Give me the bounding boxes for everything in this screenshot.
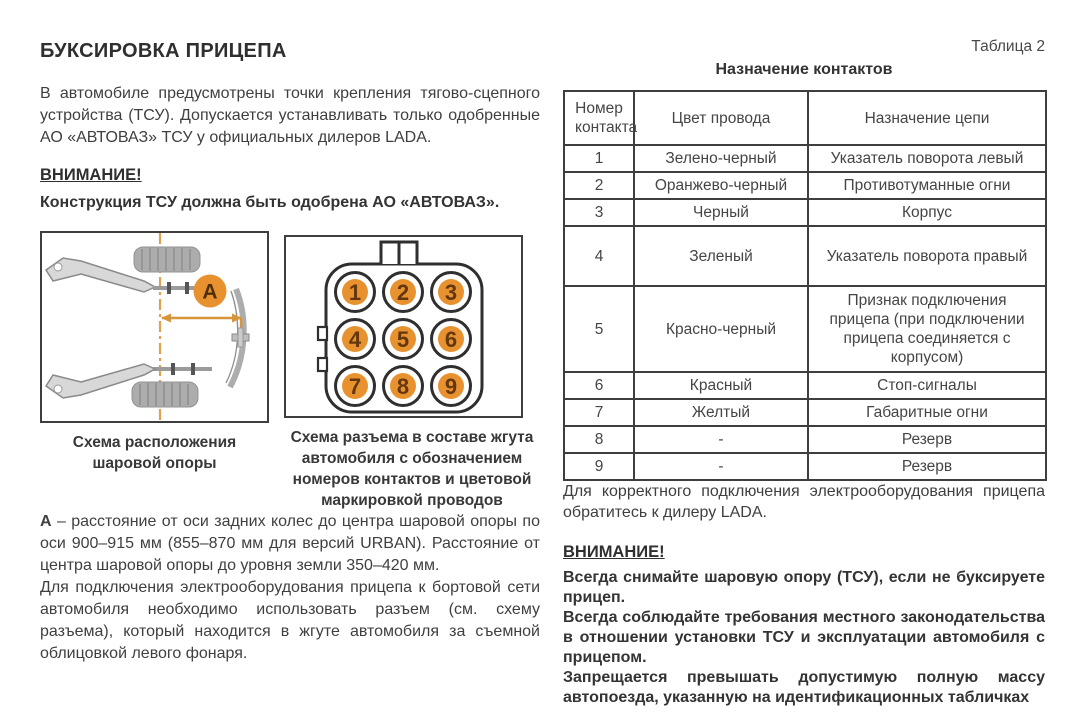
warning-text-left: Конструкция ТСУ должна быть одобрена АО «АВТОВАЗ». [40,194,500,211]
dealer-note: Для корректного подключения электрооборудования прицепа обратитесь к дилеру LADA. [563,483,1045,521]
connection-note: Для подключения электрооборудования прицепа к бортовой сети автомобиля необходимо использовать разъем (см. схему разъема), который находится в жгуте автомобиля за съемной облицовкой левого фонаря. [40,579,540,662]
svg-text:7: 7 [348,374,362,399]
table-cell: Красный [634,372,808,399]
table-cell: Зеленый [634,226,808,286]
table-cell: 5 [564,286,634,372]
svg-text:3: 3 [444,280,458,305]
table-cell: 6 [564,372,634,399]
table-cell: Указатель поворота левый [808,145,1046,172]
contacts-table-body [564,145,1046,480]
table-cell: 7 [564,399,634,426]
svg-text:5: 5 [396,327,410,352]
table-cell: Оранжево-черный [634,172,808,199]
page-title: БУКСИРОВКА ПРИЦЕПА [40,40,287,62]
table-row [564,145,1046,172]
svg-text:6: 6 [444,327,458,352]
warning-heading-right: ВНИМАНИЕ! [563,543,665,561]
table-cell: 2 [564,172,634,199]
table-number-label: Таблица 2 [971,38,1045,55]
contacts-table [563,90,1047,481]
dimension-note [40,511,540,577]
table-row [564,172,1046,199]
connector-diagram-icon [286,237,521,416]
table-cell: - [634,426,808,453]
pin-2 [384,273,423,312]
figures-row [40,231,540,511]
svg-text:4: 4 [348,327,362,352]
connector-diagram [284,235,523,418]
left-column [40,30,540,665]
table-cell: - [634,453,808,480]
a-badge-label: A [202,280,218,304]
warning-item: Всегда снимайте шаровую опору (ТСУ), если не буксируете прицеп. [563,569,1045,606]
pin-7 [336,367,375,406]
intro-paragraph: В автомобиле предусмотрены точки крепления тягово-сцепного устройства (ТСУ). Допускается устанавливать только одобренные АО «АВТОВАЗ» ТСУ у официальных дилеров LADA. [40,85,540,146]
svg-text:8: 8 [396,374,410,399]
dimension-label: А [40,513,52,530]
figure-ball-mount-location [40,231,269,474]
pin-4 [336,320,375,359]
warning-heading-left: ВНИМАНИЕ! [40,166,142,184]
svg-text:1: 1 [348,280,362,305]
pin-5 [384,320,423,359]
pin-6 [432,320,471,359]
table-cell: 9 [564,453,634,480]
table-row [564,199,1046,226]
table-cell: Резерв [808,426,1046,453]
table-cell: 4 [564,226,634,286]
table-row [564,226,1046,286]
figure-connector-pinout [284,231,540,511]
table-row [564,399,1046,426]
table-row [564,453,1046,480]
table-cell: 3 [564,199,634,226]
table-cell: Признак подключения прицепа (при подключении прицепа соединяется с корпусом) [808,286,1046,372]
connector-pins [336,273,471,406]
ball-mount-diagram-icon [42,233,267,421]
ball-mount-diagram [40,231,269,423]
warning-list [563,568,1045,708]
warning-item: Всегда соблюдайте требования местного законодательства в отношении установки ТСУ и эксплуатации автомобиля с прицепом. [563,609,1045,666]
pin-3 [432,273,471,312]
table-row [564,286,1046,372]
table-cell: Черный [634,199,808,226]
header-circuit-purpose: Назначение цепи [808,91,1046,145]
table-cell: 1 [564,145,634,172]
table-cell: Красно-черный [634,286,808,372]
svg-text:9: 9 [444,374,458,399]
header-contact-number: Номер контакта [564,91,634,145]
svg-text:2: 2 [396,280,410,305]
table-cell: Габаритные огни [808,399,1046,426]
table-cell: Желтый [634,399,808,426]
table-title: Назначение контактов [715,61,893,78]
table-cell: Корпус [808,199,1046,226]
table-cell: Указатель поворота правый [808,226,1046,286]
table-cell: 8 [564,426,634,453]
table-cell: Резерв [808,453,1046,480]
header-wire-color: Цвет провода [634,91,808,145]
right-column [563,30,1045,708]
pin-8 [384,367,423,406]
figure-caption-ball-mount: Схема расположения шаровой опоры [72,434,237,472]
pin-1 [336,273,375,312]
table-cell: Зелено-черный [634,145,808,172]
table-row [564,426,1046,453]
warning-item: Запрещается превышать допустимую полную массу автопоезда, указанную на идентификационных табличках [563,669,1045,706]
dimension-text: – расстояние от оси задних колес до центра шаровой опоры по оси 900–915 мм (855–870 мм для версий URBAN). Расстояние от центра шаровой опоры до уровня земли 350–420 мм. [40,513,540,574]
table-header-row [564,91,1046,145]
figure-caption-connector: Схема разъема в составе жгута автомобиля с обозначением номеров контактов и цветовой маркировкой проводов [290,429,534,509]
table-cell: Противотуманные огни [808,172,1046,199]
pin-9 [432,367,471,406]
table-cell: Стоп-сигналы [808,372,1046,399]
table-row [564,372,1046,399]
